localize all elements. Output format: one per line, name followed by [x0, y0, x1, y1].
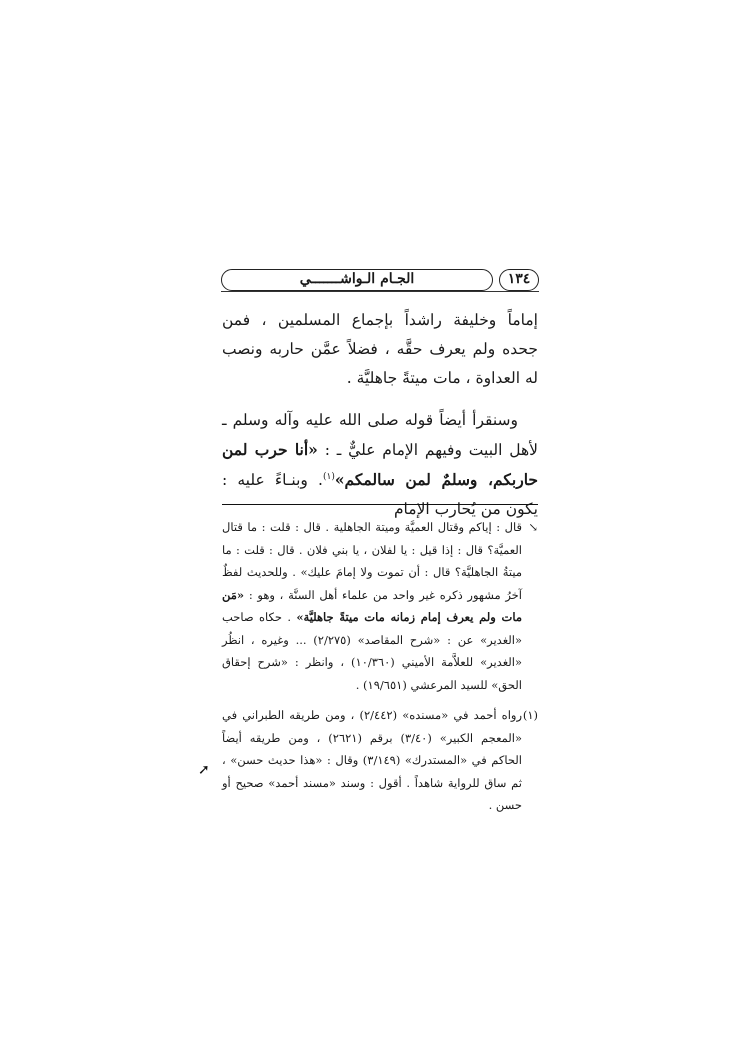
- footnote-separator: [222, 504, 538, 505]
- hadith-quote: «أنا حرب لمن حاربكم، وسلمٌ لمن سالمكم»: [222, 440, 539, 489]
- footnote-1-text: رواه أحمد في «مسنده» (٢/٤٤٢) ، ومن طريقه الطبراني في «المعجم الكبير» (٣/٤٠) برقم (٢٦٢١) ، ومن طريقه أيضاً الحاكم في «المستدرك» (٣/١٤٩) وقال : «هذا حديث حسن» ، ثم ساق للرواية شاهداً . أقول : وسند «مسند أحمد» صحيح أو حسن .: [222, 708, 523, 812]
- footnote-1-marker: (١): [522, 708, 538, 722]
- footnote-1: [222, 704, 538, 817]
- continued-from-icon: ↘: [528, 520, 538, 534]
- header-divider: [221, 291, 539, 292]
- continued-footnote-text-2: . حكاه صاحب «الغدير» عن : «شرح المقاصد» (٢/٢٧٥) ... وغيره ، انظُر «الغدير» للعلاَّمة الأميني (١٠/٣٦٠) ، وانظر : «شرح إحقاق الحق» للسيد المرعشي (١٩/٦٥١) .: [222, 610, 522, 692]
- page-number: ١٣٤: [499, 269, 539, 291]
- main-text: [222, 306, 538, 524]
- continued-footnote: [222, 516, 538, 696]
- running-header-title: الجـام الـواشـــــــي: [221, 269, 493, 291]
- paragraph-1: إماماً وخليفة راشداً بإجماع المسلمين ، فمن جحده ولم يعرف حقَّه ، فضلاً عمَّن حاربه ونصب له العداوة ، مات ميتةً جاهليَّة .: [222, 311, 538, 387]
- paragraph-2-tail: . وبنـاءً عليه : يكون من يُحارب الإمام: [222, 471, 538, 518]
- continues-next-page-icon: ➚: [198, 762, 210, 778]
- paragraph-2: [222, 406, 538, 524]
- continued-footnote-hadith: «مَن مات ولم يعرف إمام زمانه مات ميتةً جاهليَّة»: [222, 587, 523, 624]
- paragraph-2-intro: وسنقرأ أيضاً قوله صلى الله عليه وآله وسلم ـ لأهل البيت وفيهم الإمام عليٌّ ـ :: [222, 411, 538, 459]
- footnotes: [222, 516, 538, 817]
- footnote-ref-1[interactable]: (١): [322, 471, 335, 482]
- continued-footnote-text-1: قال : إياكم وقتال العميَّة وميتة الجاهلية . قال : قلت : ما قتال العميَّة؟ قال : إذا قيل : يا لفلان ، يا بني فلان . قال : قلت : ما ميتةُ الجاهليَّة؟ قال : أن تموت ولا إمامَ عليك» . وللحديث لفظٌ آخرُ مشهور ذكره غير واحد من علماء أهل السنَّة ، وهو :: [222, 520, 522, 602]
